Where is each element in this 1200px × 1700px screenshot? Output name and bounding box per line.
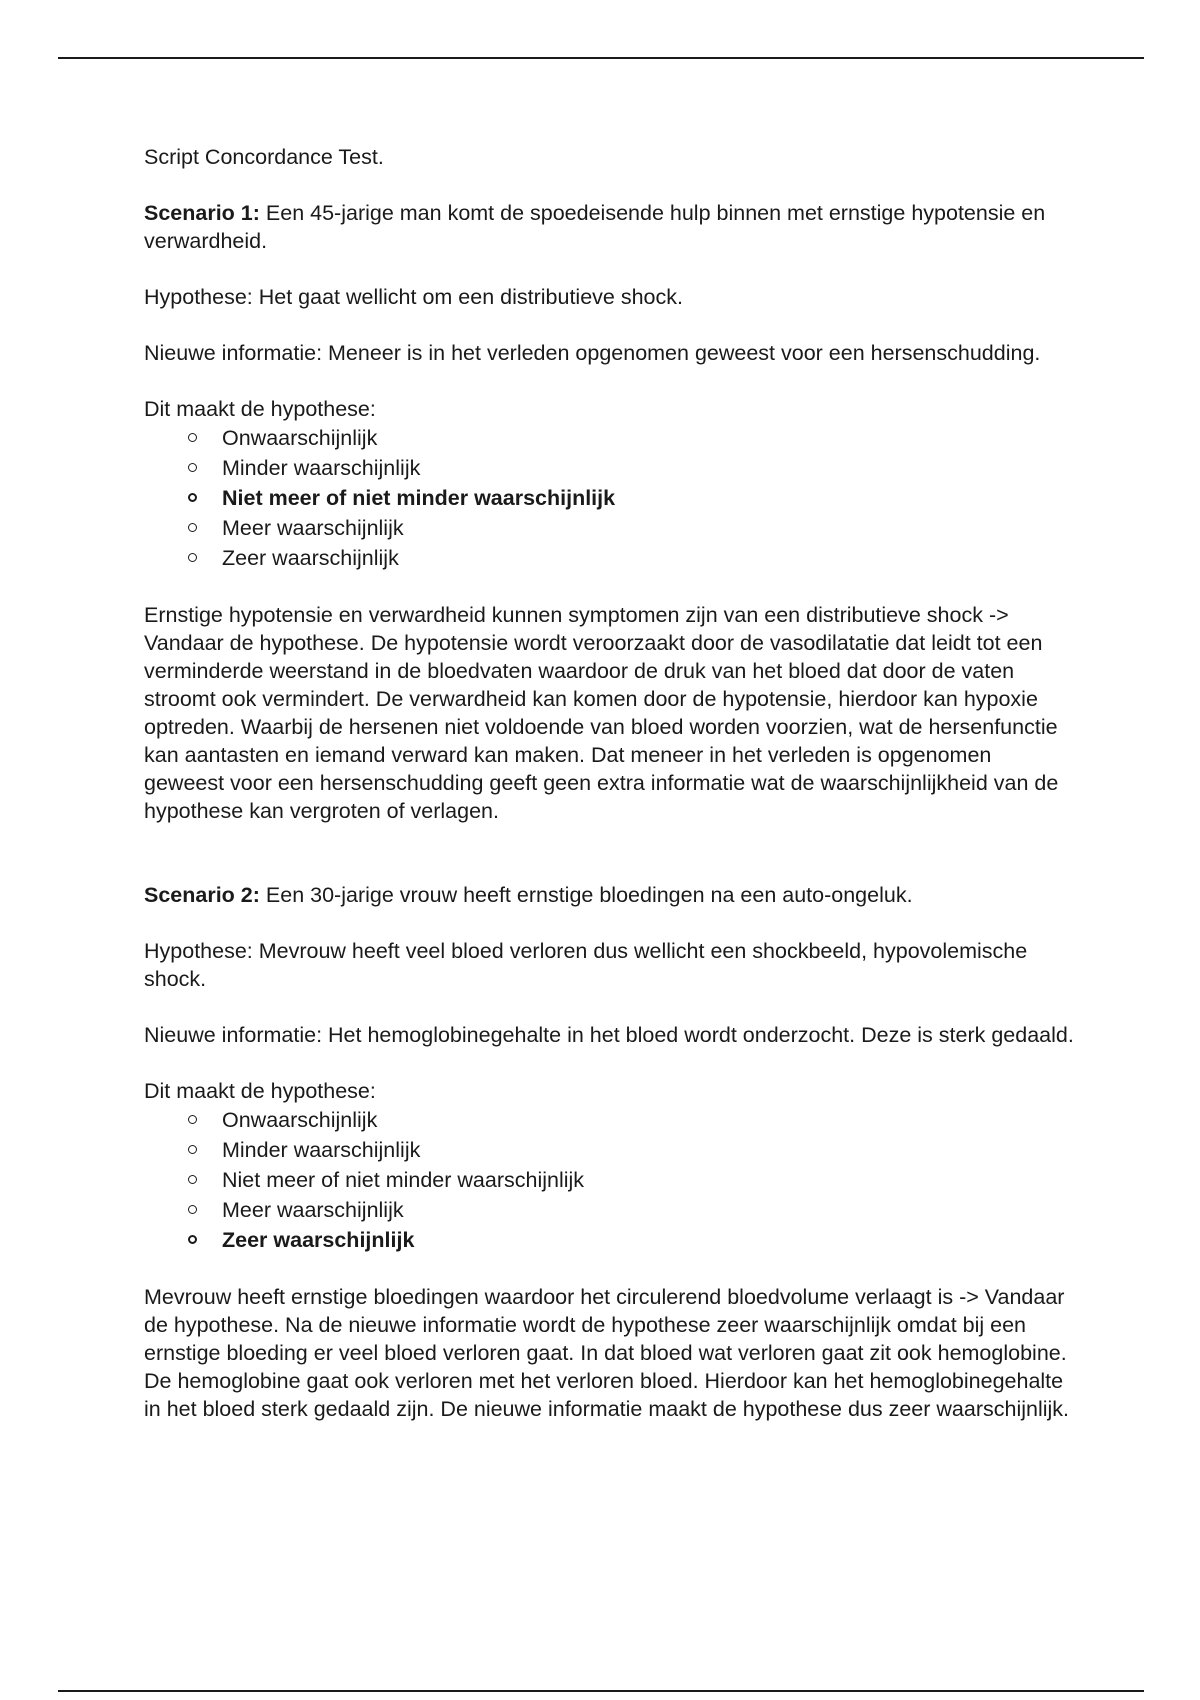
answer-option-label: Minder waarschijnlijk — [222, 1138, 421, 1162]
document-title: Script Concordance Test. — [144, 145, 384, 169]
radio-circle-icon — [188, 1145, 197, 1154]
scenario-description: Een 45-jarige man komt de spoedeisende hulp binnen met ernstige hypotensie en verwardheid. — [144, 201, 1046, 253]
scenario-label: Scenario 2: — [144, 883, 260, 907]
hypothesis-text: Hypothese: Het gaat wellicht om een distributieve shock. — [144, 285, 683, 309]
answer-option[interactable] — [188, 423, 1074, 453]
scenario-2 — [144, 881, 1074, 1423]
new-information-text: Nieuwe informatie: Meneer is in het verleden opgenomen geweest voor een hersenschudding. — [144, 341, 1041, 365]
answer-option-selected[interactable] — [188, 1225, 1074, 1255]
scenario-1 — [144, 199, 1074, 825]
answer-options — [144, 1105, 1074, 1255]
answer-option-label: Onwaarschijnlijk — [222, 426, 378, 450]
radio-circle-icon — [188, 1175, 197, 1184]
answer-option-label: Minder waarschijnlijk — [222, 456, 421, 480]
answer-option-label: Niet meer of niet minder waarschijnlijk — [222, 486, 616, 510]
radio-circle-icon — [188, 433, 197, 442]
question-text: Dit maakt de hypothese: — [144, 397, 376, 421]
radio-circle-icon — [188, 493, 197, 502]
question-text: Dit maakt de hypothese: — [144, 1079, 376, 1103]
scenario-label: Scenario 1: — [144, 201, 260, 225]
answer-option[interactable] — [188, 1195, 1074, 1225]
radio-circle-icon — [188, 1205, 197, 1214]
header-rule — [58, 57, 1144, 59]
explanation-text: Ernstige hypotensie en verwardheid kunnen symptomen zijn van een distributieve shock -> Vandaar de hypothese. De hypotensie wordt veroorzaakt door de vasodilatatie dat leidt tot een verminderde weerstand in de bloedvaten waardoor de druk van het bloed dat door de vaten stroomt ook vermindert. De verwardheid kan komen door de hypotensie, hierdoor kan hypoxie optreden. Waarbij de hersenen niet voldoende van bloed worden voorzien, wat de hersenfunctie kan aantasten en iemand verward kan maken. Dat meneer in het verleden is opgenomen geweest voor een hersenschudding geeft geen extra informatie wat de waarschijnlijkheid van de hypothese kan vergroten of verlagen. — [144, 603, 1059, 823]
answer-option[interactable] — [188, 543, 1074, 573]
answer-option[interactable] — [188, 453, 1074, 483]
answer-option[interactable] — [188, 1105, 1074, 1135]
new-information-text: Nieuwe informatie: Het hemoglobinegehalte in het bloed wordt onderzocht. Deze is sterk gedaald. — [144, 1023, 1074, 1047]
explanation-text: Mevrouw heeft ernstige bloedingen waardoor het circulerend bloedvolume verlaagt is -> Vandaar de hypothese. Na de nieuwe informatie wordt de hypothese zeer waarschijnlijk omdat bij een ernstige bloeding er veel bloed verloren gaat. In dat bloed wat verloren gaat zit ook hemoglobine. De hemoglobine gaat ook verloren met het verloren bloed. Hierdoor kan het hemoglobinegehalte in het bloed sterk gedaald zijn. De nieuwe informatie maakt de hypothese dus zeer waarschijnlijk. — [144, 1285, 1070, 1421]
scenario-description: Een 30-jarige vrouw heeft ernstige bloedingen na een auto-ongeluk. — [265, 883, 913, 907]
answer-option-label: Onwaarschijnlijk — [222, 1108, 378, 1132]
radio-circle-icon — [188, 1235, 197, 1244]
footer-rule — [58, 1690, 1144, 1692]
answer-option[interactable] — [188, 513, 1074, 543]
answer-option-label: Meer waarschijnlijk — [222, 1198, 404, 1222]
answer-option[interactable] — [188, 1165, 1074, 1195]
answer-option-label: Zeer waarschijnlijk — [222, 1228, 415, 1252]
answer-option-label: Zeer waarschijnlijk — [222, 546, 399, 570]
radio-circle-icon — [188, 463, 197, 472]
answer-option-selected[interactable] — [188, 483, 1074, 513]
scenario-intro — [144, 881, 1074, 909]
scenario-intro — [144, 199, 1074, 255]
answer-option-label: Meer waarschijnlijk — [222, 516, 404, 540]
answer-option[interactable] — [188, 1135, 1074, 1165]
radio-circle-icon — [188, 553, 197, 562]
hypothesis-text: Hypothese: Mevrouw heeft veel bloed verloren dus wellicht een shockbeeld, hypovolemische shock. — [144, 939, 1028, 991]
document-body — [144, 143, 1074, 1423]
radio-circle-icon — [188, 1115, 197, 1124]
answer-option-label: Niet meer of niet minder waarschijnlijk — [222, 1168, 585, 1192]
radio-circle-icon — [188, 523, 197, 532]
answer-options — [144, 423, 1074, 573]
